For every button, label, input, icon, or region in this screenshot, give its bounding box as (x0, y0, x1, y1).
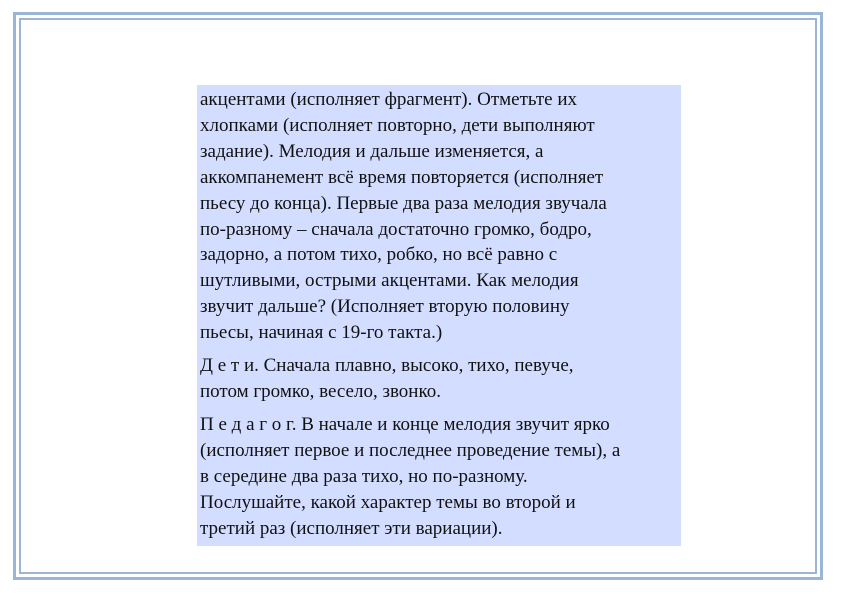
text-line: хлопками (исполняет повторно, дети выполняют (200, 114, 595, 136)
text-line: звучит дальше? (Исполняет вторую половину (200, 296, 570, 318)
text-line: пьесу до конца). Первые два раза мелодия звучала (200, 192, 607, 214)
text-line: задание). Мелодия и дальше изменяется, а (200, 140, 544, 162)
paragraph-children (200, 353, 679, 405)
text-line: П е д а г о г. В начале и конце мелодия звучит ярко (200, 413, 610, 435)
text-line: Д е т и. Сначала плавно, высоко, тихо, певуче, (200, 355, 574, 377)
paragraph-teacher (200, 412, 679, 542)
text-line: акцентами (исполняет фрагмент). Отметьте их (200, 89, 577, 110)
text-line: третий раз (исполняет эти вариации). (200, 517, 503, 539)
paragraph-narration (200, 87, 679, 346)
text-box (197, 85, 681, 546)
text-line: в середине два раза тихо, но по-разному. (200, 465, 528, 487)
text-line: задорно, а потом тихо, робко, но всё равно с (200, 244, 558, 266)
text-line: по-разному – сначала достаточно громко, бодро, (200, 218, 592, 240)
text-line: пьесы, начиная с 19-го такта.) (200, 322, 443, 344)
text-line: шутливыми, острыми акцентами. Как мелодия (200, 270, 579, 292)
text-line: Послушайте, какой характер темы во второй и (200, 491, 576, 513)
text-line: потом громко, весело, звонко. (200, 380, 441, 402)
text-line: (исполняет первое и последнее проведение темы), а (200, 439, 621, 461)
text-line: аккомпанемент всё время повторяется (исполняет (200, 166, 604, 188)
